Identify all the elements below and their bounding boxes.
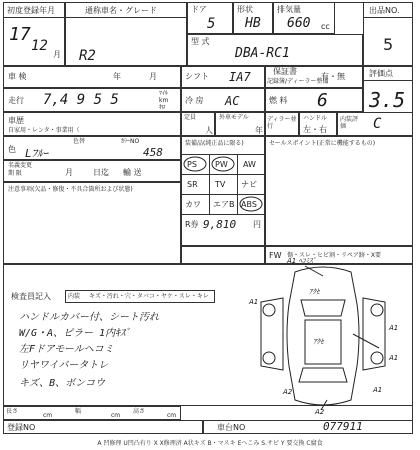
capacity-unit: 人: [205, 126, 213, 135]
chassis-value: 077911: [323, 420, 363, 433]
reg-no-label: 登録NO: [7, 423, 36, 432]
height-unit: cm: [167, 412, 177, 419]
color-no-value: 458: [143, 146, 163, 159]
car-top-view-outline: [287, 267, 359, 405]
equip-pw: PW: [215, 160, 228, 169]
equip-ps: PS: [187, 160, 197, 169]
recycle-unit: 円: [253, 220, 261, 229]
sales-label: セールスポイント(正常に機能するもの): [269, 140, 376, 147]
ac-value: AC: [225, 94, 240, 108]
mileage-unit-km: km: [159, 97, 169, 104]
recycle-value: 9,810: [203, 218, 237, 231]
score-value: 3.5: [369, 88, 406, 112]
name-change-month: 月: [65, 168, 73, 177]
car-diagram: [243, 257, 413, 416]
grade-label: 通称車名・グレード: [85, 6, 157, 15]
fuel-value: 6: [317, 90, 328, 111]
color-no-label: ｶﾗｰNO: [121, 138, 140, 145]
inspector-note-4: リヤワイパータトレ: [19, 360, 109, 371]
length-unit: cm: [43, 412, 53, 419]
model-value: DBA-RC1: [235, 46, 290, 61]
notes-label: 注意事項(欠品・修復・不具合箇所および状態): [8, 186, 133, 193]
name-change-transport: 輸 送: [123, 168, 142, 177]
color-change-label: 色替: [73, 138, 86, 145]
equip-circles: [181, 154, 265, 214]
ac-label: 冷 房: [185, 96, 204, 105]
mileage-label: 走行: [8, 96, 24, 105]
width-label: 幅: [75, 408, 82, 415]
inspector-note-1: ハンドルカバー付、シート汚れ: [19, 312, 159, 323]
inspector-note-5: キズ、B、ボンコウ: [19, 378, 106, 389]
equip-aw: AW: [243, 160, 256, 169]
inspector-note-2: W/G・A、ピラー 1内ｷｽﾞ: [19, 328, 131, 339]
handle-opts: 左・右: [303, 125, 327, 134]
inspection-month-unit: 月: [149, 72, 157, 81]
warranty-opts: 有・無: [321, 72, 345, 81]
inspector-note-3: 左Fドアモールヘコミ: [19, 344, 114, 355]
legend-footer: A 凹修理 U凹凸有り X X修理済 A状キズ B・マスキ Eへこみ S.サビ Y 要交換 C腐食: [97, 440, 323, 447]
dealer-label: ディラー並行: [267, 116, 297, 130]
height-label: 高さ: [133, 408, 146, 415]
equip-airbag: エアB: [213, 200, 235, 209]
shift-value: IA7: [229, 70, 251, 84]
warranty-sub: 記録簿/ディーラー整備: [267, 78, 329, 85]
equip-sr: SR: [187, 180, 198, 189]
equip-navi: ナビ: [241, 180, 257, 189]
recycle-row-box: [181, 246, 265, 264]
foreign-unit: 年: [255, 126, 263, 135]
inspection-year-unit: 年: [113, 72, 121, 81]
notes-box: [3, 182, 181, 264]
reg-year-label: 初度登録年月: [7, 6, 55, 15]
dimensions-box: [3, 406, 181, 420]
equip-abs: ABS: [241, 200, 257, 209]
chassis-label: 車台NO: [217, 423, 246, 432]
mark-line-2: [353, 334, 379, 348]
capacity-label: 定員: [184, 114, 197, 121]
wheel-front-right: [371, 304, 383, 316]
fuel-label: 燃 料: [269, 96, 288, 105]
wheel-rear-right: [371, 352, 383, 364]
door-value: 5: [207, 16, 216, 32]
displacement-value: 660: [287, 16, 311, 31]
displacement-label: 排気量: [277, 5, 301, 14]
wheel-rear-left: [263, 352, 275, 364]
name-change-day: 日迄: [93, 168, 109, 177]
history-label: 車歴: [8, 116, 24, 125]
grade-value: R2: [79, 48, 96, 64]
wheel-front-left: [263, 304, 275, 316]
diagram-mark-4: A1: [389, 354, 399, 362]
color-value: Lﾌﾙｰ: [25, 147, 49, 160]
car-windshield: [301, 300, 345, 316]
reg-year-value: 17: [9, 24, 31, 45]
mileage-unit-mile: ﾏｲﾙ: [159, 90, 169, 97]
reg-month-unit: 月: [53, 50, 61, 59]
inspector-legend-title: 内装: [68, 293, 81, 300]
equip-label: 装備品(純正品に限る): [185, 140, 244, 147]
door-label: ドア: [191, 5, 207, 14]
equip-tv: TV: [215, 180, 226, 189]
equip-kawa: カワ: [185, 200, 201, 209]
displacement-unit: cc: [321, 22, 330, 31]
shift-label: シフト: [185, 72, 209, 81]
lot-value: 5: [383, 35, 394, 54]
name-change-limit: 期 限: [8, 170, 22, 177]
diagram-mark-3: A1: [389, 324, 399, 332]
interior-value: C: [373, 116, 382, 132]
inspector-legend-items: キズ・汚れ・穴・タバコ・ヤケ・スレ・キレ: [89, 293, 209, 300]
reg-month-value: 12: [31, 38, 48, 54]
sales-box: [265, 136, 413, 246]
diagram-mark-2: A1: [249, 298, 259, 306]
lot-label: 出品NO.: [369, 6, 400, 15]
length-label: 長さ: [6, 408, 19, 415]
fw-label: FW: [269, 251, 282, 260]
fw-note: 傷・スレ・ヒビ割・リペア跡・X要: [287, 252, 381, 259]
inspector-label: 検査員記入: [11, 292, 51, 301]
auction-sheet: [3, 2, 413, 434]
equip-ps-circle: [184, 157, 206, 171]
mileage-unit-kilo: ｷﾛ: [159, 104, 166, 111]
car-left-side: [261, 298, 283, 370]
handle-label: ハンドル: [303, 115, 328, 122]
score-label: 評価点: [369, 69, 393, 78]
diagram-mark-1: A1 ﾍｺﾐｽﾞ: [287, 257, 316, 265]
shape-value: HB: [245, 16, 261, 31]
recycle-label: R券: [185, 220, 199, 229]
name-change-label: 名義変更: [8, 162, 33, 169]
color-label: 色: [8, 145, 16, 154]
diagram-mark-5: A1: [373, 386, 383, 394]
car-rear-window: [299, 368, 347, 382]
interior-label: 内装評価: [340, 116, 359, 130]
history-sub: 自家用・レンタ・事業用（: [8, 127, 80, 134]
equip-pw-circle: [212, 157, 234, 171]
diagram-mark-6: A2: [283, 388, 293, 396]
mileage-value: 7,4 9 5 5: [43, 92, 119, 108]
foreign-label: 外車モデル: [219, 114, 249, 121]
car-right-side: [363, 298, 385, 370]
diagram-mark-8: ｱｸｾ: [309, 288, 320, 296]
diagram-mark-9: ｱｸｾ: [313, 338, 324, 346]
warranty-label: 保証書: [273, 67, 297, 76]
inspection-label: 車 検: [8, 72, 27, 81]
equip-abs-circle: [240, 197, 262, 211]
diagram-mark-7: A2: [315, 408, 325, 416]
shape-label: 形状: [237, 5, 253, 14]
model-label: 型 式: [191, 37, 210, 46]
width-unit: cm: [111, 412, 121, 419]
